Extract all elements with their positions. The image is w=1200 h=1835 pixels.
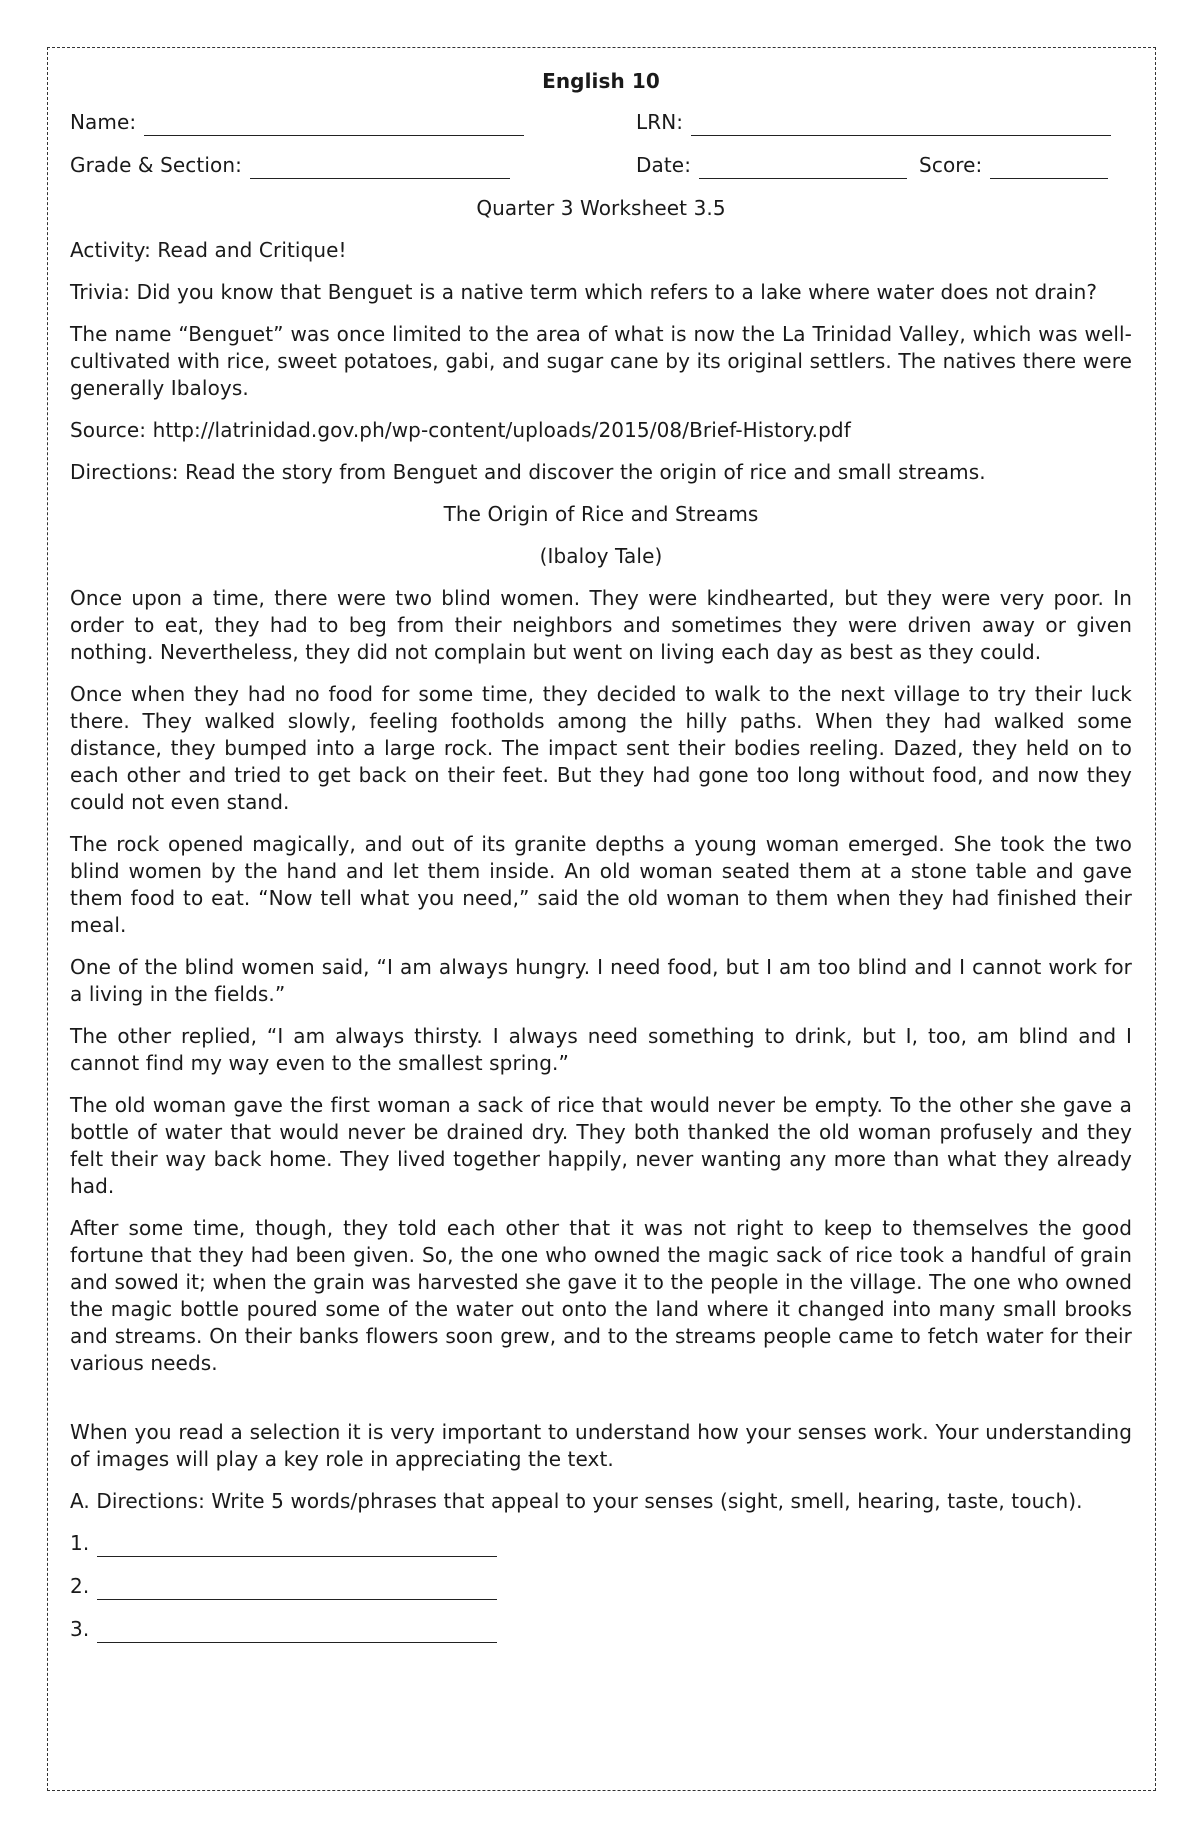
story-paragraph: After some time, though, they told each other that it was not right to keep to themselves the good fortune that they had been given. So, the one who owned the magic sack of rice took a handful of grain and sowed it; when the grain was harvested she gave it to the people in the village. The one who owned the magic bottle poured some of the water out onto the land where it changed into many small brooks and streams. On their banks flowers soon grew, and to the streams people came to fetch water for their various needs. xyxy=(70,1216,1132,1375)
activity-a-directions: A. Directions: Write 5 words/phrases that appeal to your senses (sight, smell, hearing, taste, touch). xyxy=(70,1489,1083,1513)
score-field[interactable] xyxy=(990,160,1108,179)
date-field[interactable] xyxy=(699,160,907,179)
name-field[interactable] xyxy=(144,117,524,136)
lrn-field[interactable] xyxy=(691,117,1111,136)
worksheet-title: English 10 xyxy=(542,69,660,93)
name-lrn-row xyxy=(70,109,1132,136)
grade-section-label: Grade & Section: xyxy=(70,153,242,177)
worksheet-number: Quarter 3 Worksheet 3.5 xyxy=(476,196,726,220)
worksheet-content xyxy=(70,68,1132,1659)
senses-note: When you read a selection it is very important to understand how your senses work. Your understanding of images will play a key role in appreciating the text. xyxy=(70,1420,1132,1471)
grade-section-field[interactable] xyxy=(250,160,510,179)
source-citation: Source: http://latrinidad.gov.ph/wp-content/uploads/2015/08/Brief-History.pdf xyxy=(70,418,851,442)
story-paragraph: The old woman gave the first woman a sack of rice that would never be empty. To the other she gave a bottle of water that would never be drained dry. They both thanked the old woman profusely and they felt their way back home. They lived together happily, never wanting any more than what they already had. xyxy=(70,1093,1132,1198)
story-title: The Origin of Rice and Streams xyxy=(443,502,759,526)
grade-date-score-row xyxy=(70,152,1132,179)
story-paragraph: Once when they had no food for some time, they decided to walk to the next village to try their luck there. They walked slowly, feeling footholds among the hilly paths. When they had walked some distance, they bumped into a large rock. The impact sent their bodies reeling. Dazed, they held on to each other and tried to get back on their feet. But they had gone too long without food, and now they could not even stand. xyxy=(70,682,1132,814)
story-paragraph: Once upon a time, there were two blind women. They were kindhearted, but they were very poor. In order to eat, they had to beg from their neighbors and sometimes they were driven away or given nothing. Nevertheless, they did not complain but went on living each day as best as they could. xyxy=(70,586,1132,664)
answer-number: 2. xyxy=(70,1574,90,1598)
story-paragraph: The other replied, “I am always thirsty. I always need something to drink, but I, too, am blind and I cannot find my way even to the smallest spring.” xyxy=(70,1024,1132,1075)
answer-number: 3. xyxy=(70,1617,90,1641)
story-directions: Directions: Read the story from Benguet and discover the origin of rice and small streams. xyxy=(70,460,986,484)
lrn-label: LRN: xyxy=(636,110,684,134)
story-paragraph: The rock opened magically, and out of its granite depths a young woman emerged. She took the two blind women by the hand and let them inside. An old woman seated them at a stone table and gave them food to eat. “Now tell what you need,” said the old woman to them when they had finished their meal. xyxy=(70,832,1132,937)
score-label: Score: xyxy=(919,153,983,177)
answer-field-3[interactable] xyxy=(97,1624,497,1643)
answer-field-2[interactable] xyxy=(97,1581,497,1600)
story-subtitle: (Ibaloy Tale) xyxy=(539,544,663,568)
story-paragraph: One of the blind women said, “I am always hungry. I need food, but I am too blind and I cannot work for a living in the fields.” xyxy=(70,955,1132,1006)
answer-number: 1. xyxy=(70,1531,90,1555)
trivia-text: Trivia: Did you know that Benguet is a native term which refers to a lake where water does not drain? xyxy=(70,280,1098,304)
answer-line-2 xyxy=(70,1573,1132,1600)
activity-heading: Activity: Read and Critique! xyxy=(70,238,347,262)
answer-line-3 xyxy=(70,1616,1132,1643)
benguet-background: The name “Benguet” was once limited to the area of what is now the La Trinidad Valley, which was well-cultivated with rice, sweet potatoes, gabi, and sugar cane by its original settlers. The natives there were generally Ibaloys. xyxy=(70,322,1132,400)
date-label: Date: xyxy=(636,153,692,177)
answer-field-1[interactable] xyxy=(97,1538,497,1557)
answer-line-1 xyxy=(70,1530,1132,1557)
name-label: Name: xyxy=(70,110,137,134)
